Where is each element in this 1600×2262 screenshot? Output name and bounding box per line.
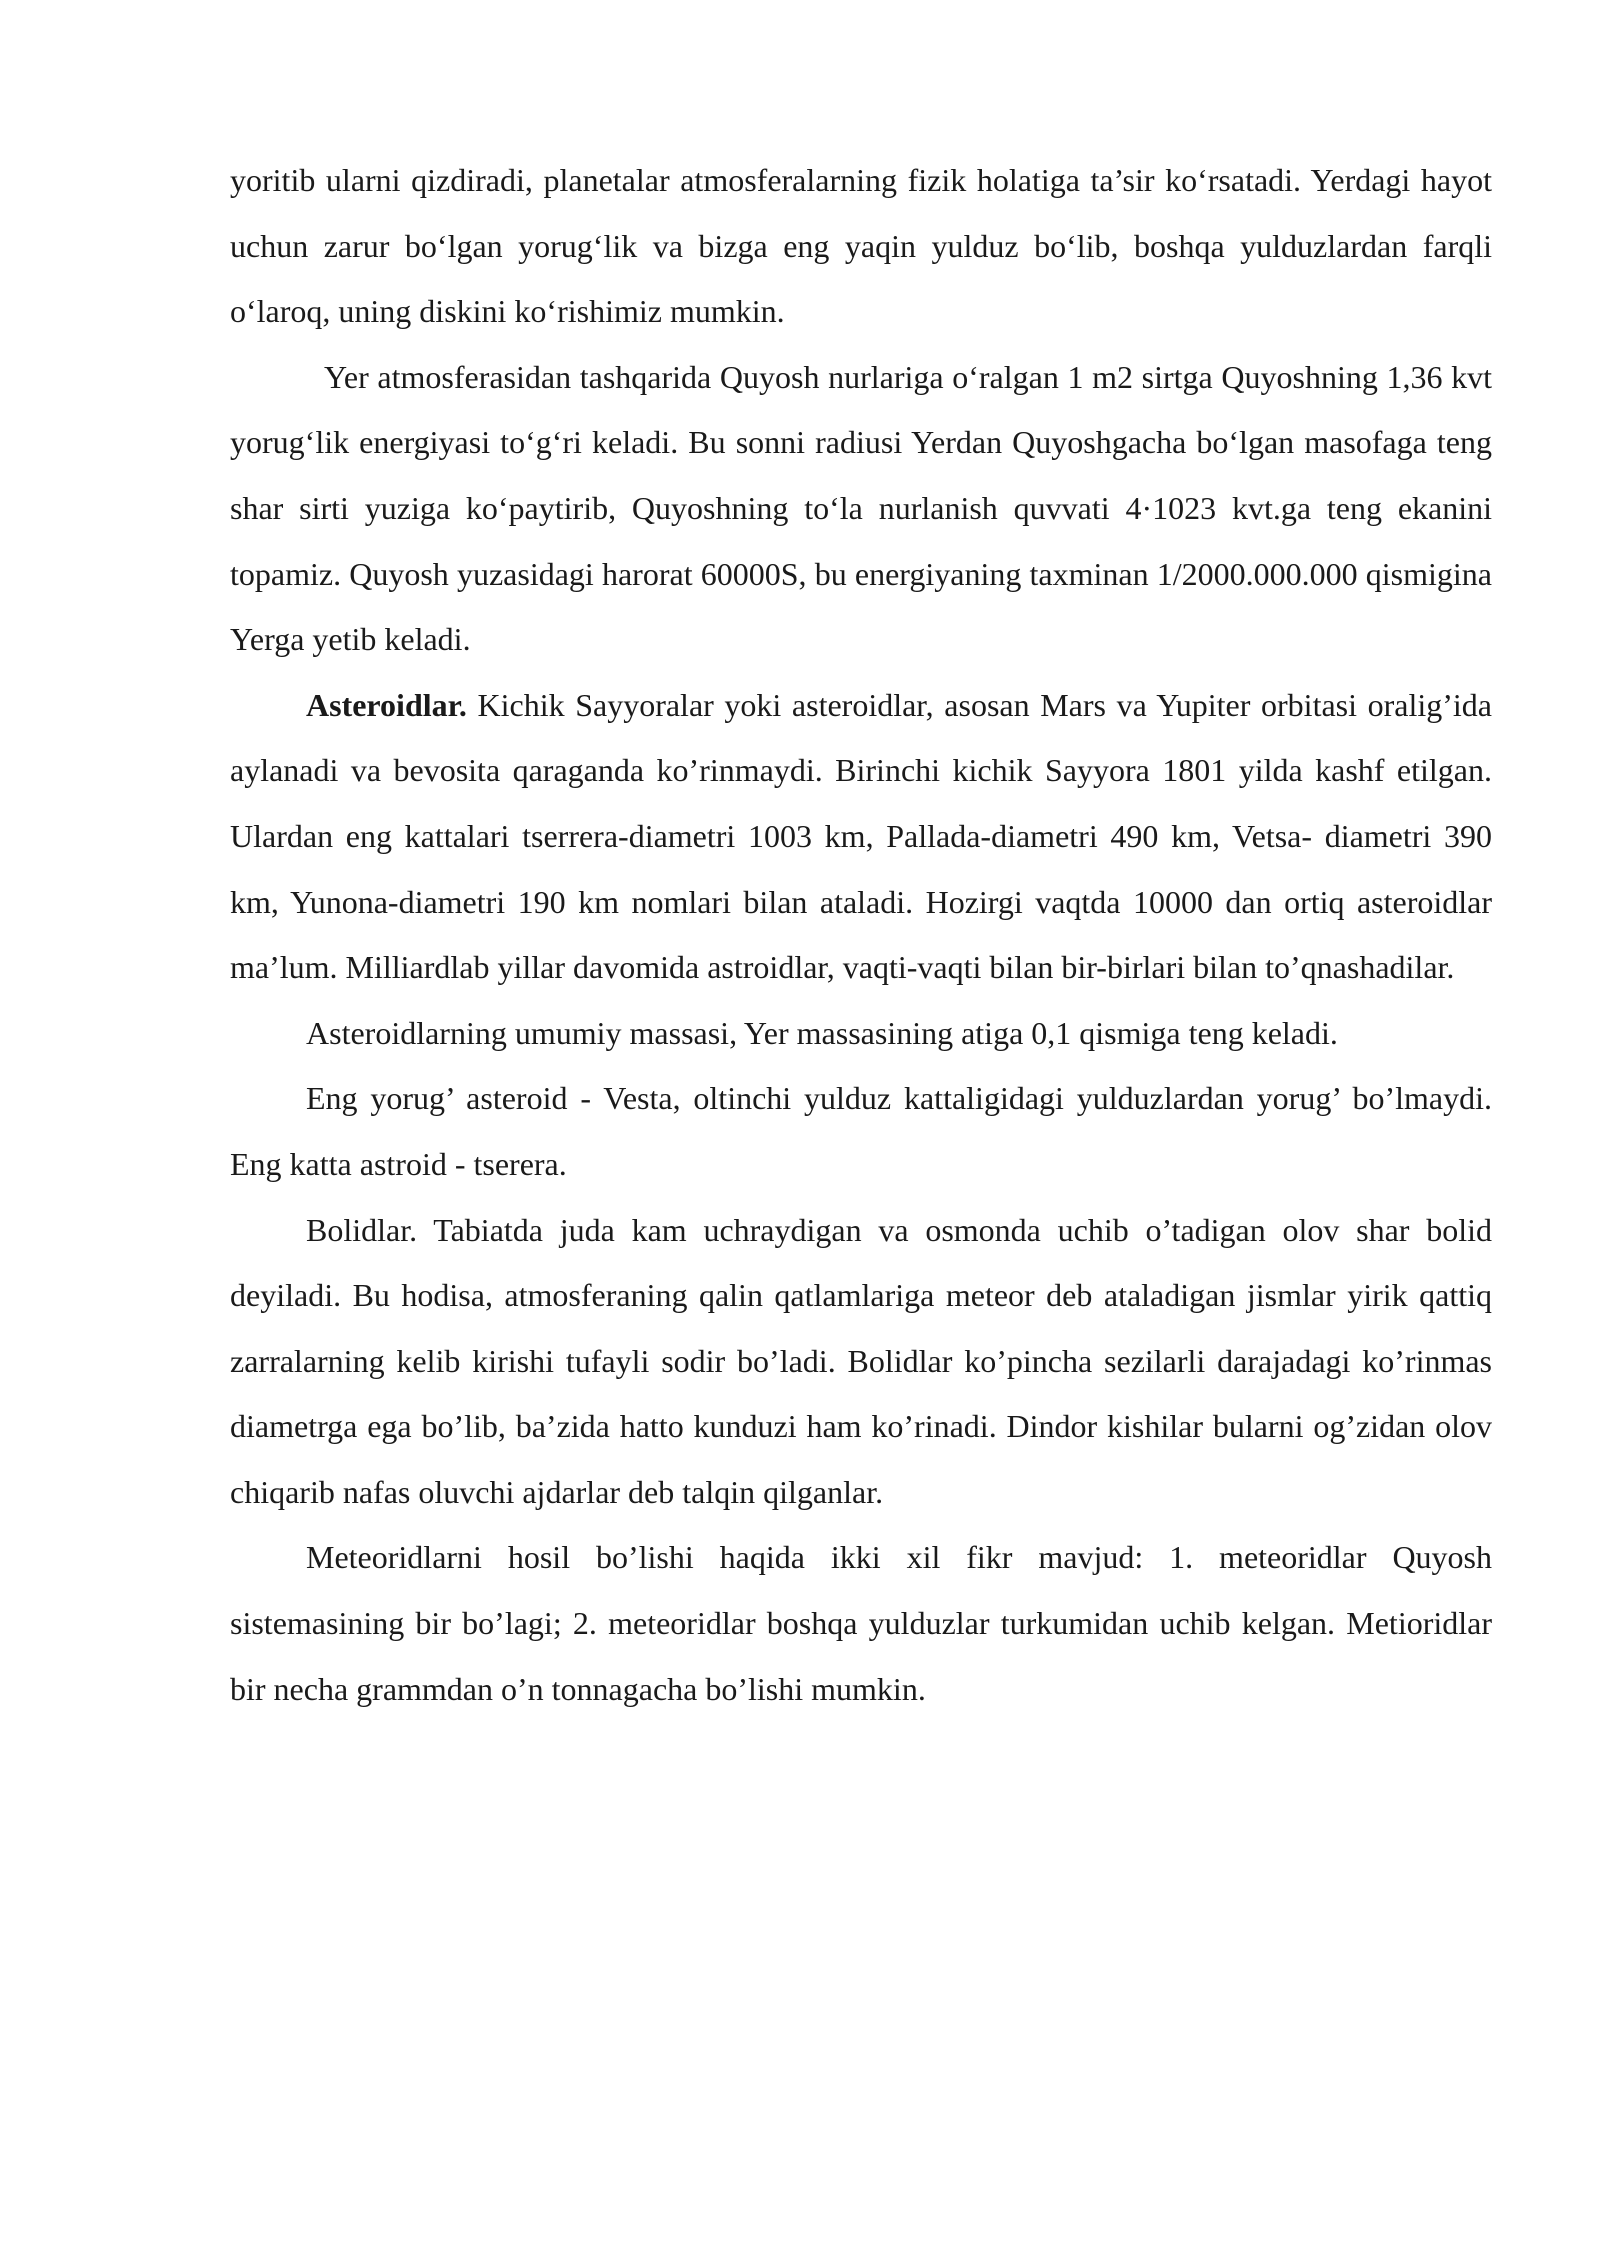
paragraph-1: yoritib ularni qizdiradi, planetalar atmosferalarning fizik holatiga ta’sir ko‘rsatadi. Yerdagi hayot uchun zarur bo‘lgan yorug‘lik va bizga eng yaqin yulduz bo‘lib, boshqa yulduzlardan farqli o‘laroq, uning diskini ko‘rishimiz mumkin. <box>230 162 1492 330</box>
paragraph-7: Meteoridlarni hosil bo’lishi haqida ikki xil fikr mavjud: 1. meteoridlar Quyosh sistemasining bir bo’lagi; 2. meteoridlar boshqa yulduzlar turkumidan uchib kelgan. Metioridlar bir necha grammdan o’n tonnagacha bo’lishi mumkin. <box>230 1539 1492 1707</box>
paragraph-3 <box>230 673 1492 1001</box>
section-heading-asteroidlar: Asteroidlar. <box>306 686 467 723</box>
paragraph-2: Yer atmosferasidan tashqarida Quyosh nurlariga o‘ralgan 1 m2 sirtga Quyoshning 1,36 kvt yorug‘lik energiyasi to‘g‘ri keladi. Bu sonni radiusi Yerdan Quyoshgacha bo‘lgan masofaga teng shar sirti yuziga ko‘paytirib, Quyoshning to‘la nurlanish quvvati 4·1023 kvt.ga teng ekanini topamiz. Quyosh yuzasidagi harorat 60000S, bu energiyaning taxminan 1/2000.000.000 qismigina Yerga yetib keladi. <box>230 358 1492 658</box>
paragraph-5: Eng yorug’ asteroid - Vesta, oltinchi yulduz kattaligidagi yulduzlardan yorug’ bo’lmaydi. Eng katta astroid - tserera. <box>230 1080 1492 1182</box>
paragraph-6: Bolidlar. Tabiatda juda kam uchraydigan va osmonda uchib o’tadigan olov shar bolid deyiladi. Bu hodisa, atmosferaning qalin qatlamlariga meteor deb ataladigan jismlar yirik qattiq zarralarning kelib kirishi tufayli sodir bo’ladi. Bolidlar ko’pincha sezilarli darajadagi ko’rinmas diametrga ega bo’lib, ba’zida hatto kunduzi ham ko’rinadi. Dindor kishilar bularni og’zidan olov chiqarib nafas oluvchi ajdarlar deb talqin qilganlar. <box>230 1211 1492 1510</box>
paragraph-4: Asteroidlarning umumiy massasi, Yer massasining atiga 0,1 qismiga teng keladi. <box>306 1014 1338 1051</box>
paragraph-3-body: Kichik Sayyoralar yoki asteroidlar, asosan Mars va Yupiter orbitasi oralig’ida aylanadi va bevosita qaraganda ko’rinmaydi. Birinchi kichik Sayyora 1801 yilda kashf etilgan. Ulardan eng kattalari tserrera-diametri 1003 km, Pallada-diametri 490 km, Vetsa- diametri 390 km, Yunona-diametri 190 km nomlari bilan ataladi. Hozirgi vaqtda 10000 dan ortiq asteroidlar ma’lum. Milliardlab yillar davomida astroidlar, vaqti-vaqti bilan bir-birlari bilan to’qnashadilar. <box>230 686 1492 986</box>
document-page <box>230 148 1492 1722</box>
